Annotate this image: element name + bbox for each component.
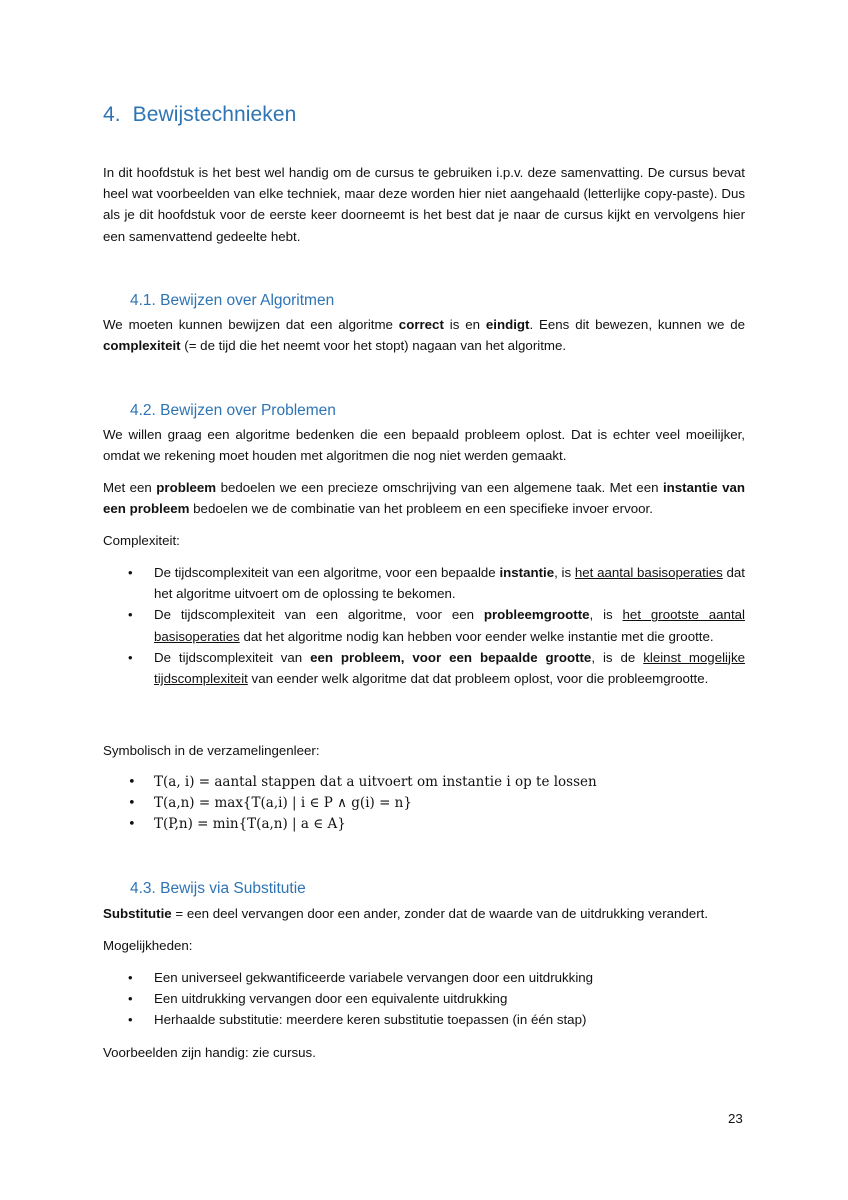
chapter-heading <box>103 103 296 127</box>
list-item: • De tijdscomplexiteit van een algoritme, voor een probleemgrootte, is het grootste aantal basisoperaties dat het algoritme nodig kan hebben voor eender welke instantie met die grootte. <box>103 604 745 646</box>
symbolic-label: Symbolisch in de verzamelingenleer: <box>103 743 320 758</box>
substitution-definition: Substitutie = een deel vervangen door een ander, zonder dat de waarde van de uitdrukking verandert. <box>103 906 709 921</box>
bullet-icon: • <box>128 649 133 665</box>
bullet-icon: • <box>128 1012 133 1028</box>
list-item: • Herhaalde substitutie: meerdere keren substitutie toepassen (in één stap) <box>103 1009 745 1030</box>
bullet-icon: • <box>128 817 136 833</box>
bullet-icon: • <box>128 607 133 623</box>
formula-item: • T(P,n) = min{T(a,n) | a ∈ A} <box>103 814 745 835</box>
list-item: • Een uitdrukking vervangen door een equivalente uitdrukking <box>103 988 745 1009</box>
section-heading-4-2: 4.2. Bewijzen over Problemen <box>130 402 336 419</box>
chapter-title: Bewijstechnieken <box>132 103 297 126</box>
bullet-icon: • <box>128 970 133 985</box>
s1-paragraph: We moeten kunnen bewijzen dat een algoritme correct is en eindigt. Eens dit bewezen, kunnen we de complexiteit (= de tijd die het neemt voor het stopt) nagaan van het algoritme. <box>103 317 746 354</box>
page-number: 23 <box>728 1111 743 1126</box>
formula-item: • T(a,n) = max{T(a,i) | i ∈ P ∧ g(i) = n} <box>103 793 745 814</box>
list-item: • Een universeel gekwantificeerde variabele vervangen door een uitdrukking <box>103 967 745 988</box>
possibilities-list <box>103 967 745 1031</box>
section-heading-4-3: 4.3. Bewijs via Substitutie <box>130 880 306 897</box>
complexity-label: Complexiteit: <box>103 533 180 548</box>
intro-paragraph: In dit hoofdstuk is het best wel handig om de cursus te gebruiken i.p.v. deze samenvatting. De cursus bevat heel wat voorbeelden van elke techniek, maar deze worden hier niet aangehaald (letterlijke copy-paste). Dus als je dit hoofdstuk voor de eerste keer doorneemt is het best dat je naar de cursus kijkt en vervolgens hier een samenvattend gedeelte hebt. <box>103 165 745 244</box>
list-item: • De tijdscomplexiteit van een algoritme, voor een bepaalde instantie, is het aantal basisoperaties dat het algoritme uitvoert om de oplossing te bekomen. <box>103 562 745 604</box>
complexity-list <box>103 562 745 689</box>
closing-paragraph: Voorbeelden zijn handig: zie cursus. <box>103 1045 316 1060</box>
section-heading-4-1: 4.1. Bewijzen over Algoritmen <box>130 292 335 309</box>
bullet-icon: • <box>128 991 133 1007</box>
formula-list <box>103 772 745 836</box>
s2-paragraph-2: Met een probleem bedoelen we een precieze omschrijving van een algemene taak. Met een instantie van een probleem bedoelen we de combinatie van het probleem en een specifieke invoer ervoor. <box>103 480 746 517</box>
formula-item: • T(a, i) = aantal stappen dat a uitvoert om instantie i op te lossen <box>103 772 745 793</box>
list-item: • De tijdscomplexiteit van een probleem, voor een bepaalde grootte, is de kleinst mogelijke tijdscomplexiteit van eender welk algoritme dat dat probleem oplost, voor die probleemgrootte. <box>103 647 745 689</box>
possibilities-label: Mogelijkheden: <box>103 938 193 953</box>
chapter-number: 4. <box>103 103 121 126</box>
s2-paragraph-1: We willen graag een algoritme bedenken die een bepaald probleem oplost. Dat is echter veel moeilijker, omdat we rekening moet houden met algoritmen die nog niet werden gemaakt. <box>103 427 745 464</box>
bullet-icon: • <box>128 565 133 580</box>
bullet-icon: • <box>128 796 136 812</box>
bullet-icon: • <box>128 775 136 790</box>
